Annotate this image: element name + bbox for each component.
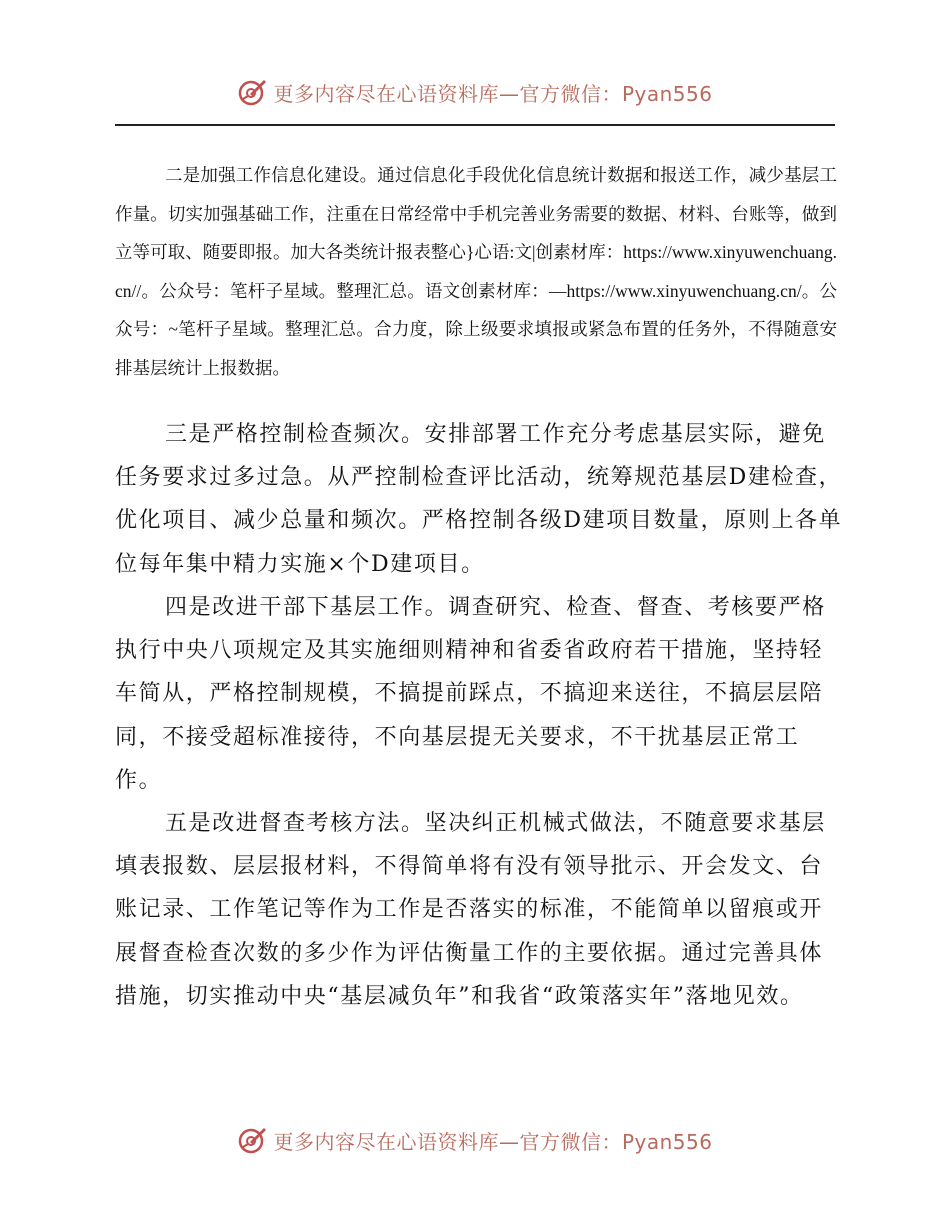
footer-banner-text: 更多内容尽在心语资料库—官方微信：Pyan556 xyxy=(273,1129,713,1154)
header-banner-text: 更多内容尽在心语资料库—官方微信：Pyan556 xyxy=(273,81,713,106)
paragraph-4: 四是改进干部下基层工作。调查研究、检查、督查、考核要严格执行中央八项规定及其实施细则精神和省委省政府若干措施，坚持轻车简从，严格控制规模，不搞提前踩点，不搞迎来送往，不搞层层陪同，不接受超标准接待，不向基层提无关要求，不干扰基层正常工作。 xyxy=(115,595,826,793)
header-divider xyxy=(115,124,835,126)
header-banner xyxy=(0,72,950,112)
footer-banner xyxy=(0,1120,950,1160)
paragraph-2: 二是加强工作信息化建设。通过信息化手段优化信息统计数据和报送工作，减少基层工作量。切实加强基础工作，注重在日常经常中手机完善业务需要的数据、材料、台账等，做到立等可取、随要即报。加大各类统计报表整心}心语:文|创素材库：https://www.xinyuwenchuang.cn//。公众号：笔杆子星域。整理汇总。语文创素材库：—https://www.xinyuwenchuang.cn/。公众号：~笔杆子星域。整理汇总。合力度，除上级要求填报或紧急布置的任务外，不得随意安排基层统计上报数据。 xyxy=(115,165,837,378)
paragraph-5: 五是改进督查考核方法。坚决纠正机械式做法，不随意要求基层填表报数、层层报材料，不得简单将有没有领导批示、开会发文、台账记录、工作笔记等作为工作是否落实的标准，不能简单以留痕或开展督查检查次数的多少作为评估衡量工作的主要依据。通过完善具体措施，切实推动中央“基层减负年”和我省“政策落实年”落地见效。 xyxy=(115,811,826,1009)
paragraph-3: 三是严格控制检查频次。安排部署工作充分考虑基层实际，避免任务要求过多过急。从严控制检查评比活动，统筹规范基层D建检查，优化项目、减少总量和频次。严格控制各级D建项目数量，原则上各单位每年集中精力实施×个D建项目。 xyxy=(115,422,843,577)
quill-logo-icon xyxy=(237,1125,267,1155)
quill-logo-icon xyxy=(237,77,267,107)
